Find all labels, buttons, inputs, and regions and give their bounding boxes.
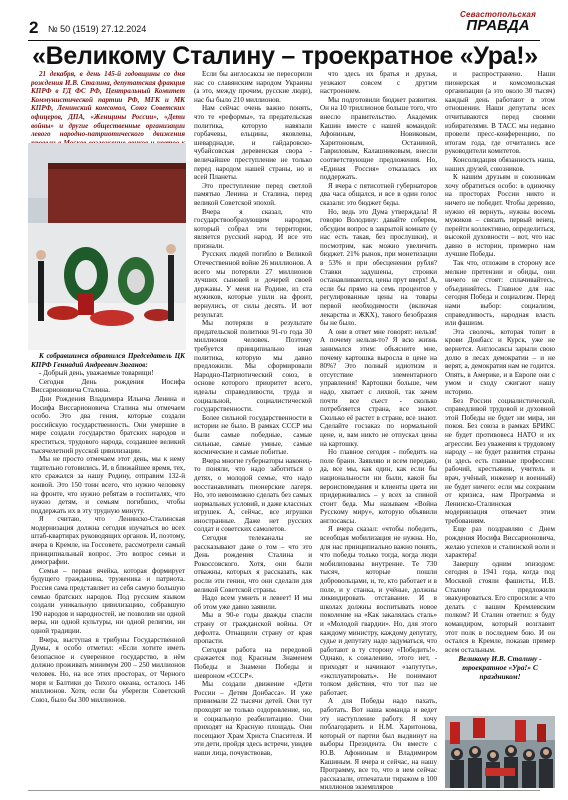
- col4-p8: Завершу одним эпизодом: сегодня в 1941 года, когда под Москвой стояли фашисты, И.В. Сталину предложили эвакуироваться. Его спросили: а что делать с вашим Кремлевским полком? И Сталин ответил: я буду командиром, который возглавит этот полк в последнем бою. И он остался в Кремле, показав пример всем остальным.: [445, 559, 555, 654]
- col4-p4: Так что, отложим в сторону все мелкие претензии и обиды, они ничего не стоят: сплачивайтесь, объединяйтесь. Главное для нас сегодня Победа и социализм. Перед нами выбор: социализм, справедливость, народная власть или фашизм.: [445, 259, 555, 328]
- col3-p3: Я вчера с пятисотней губернаторов два часа общался, и все в один голос сказали: это бюджет беды.: [320, 181, 437, 207]
- lead-paragraph: 21 декабря, в день 145-й годовщины со дня рождения И.В. Сталина, депутатская фракция КПРФ в ГД ФС РФ, Центральный Комитет Коммунистической партии РФ, МГК и МК КПРФ, Ленинский комсомол, Союз Советских офицеров, ДПА, «Женщины России», «Дети войны» и другие общественные организации левого народно-патриотического движения: [31, 70, 185, 139]
- col3-p2: Мы подготовили бюджет развития. Он на 10 триллионов больше того, что внесло правительство. Академик Кашин вместе с нашей командой: Афониным, Новиковым, Харитоновым, Останиной, Гавриловым, Калашниковым, внесли соответствующие предложения. Но, «Единая Россия» отказалась их поддержать.: [320, 95, 437, 182]
- col2-p3: Это преступление перед светлой памятью Ленина и Сталина, перед великой Советской эпохой.: [194, 181, 312, 207]
- wreath-photo: [28, 143, 186, 350]
- column-4: [445, 70, 555, 786]
- footer-rule: [28, 790, 540, 791]
- col2-p13: Мы создали движение «Дети России – Детям Донбасса». И уже принимали 22 тысячи детей. Они тут проходят не только оздоровление, но, и социальную реабилитацию. Они приходят на Красную площадь. Они посещают Храм Христа Спасителя. И эти дети, пройдя здесь встречи, увидев наши лица, почувствовав,: [194, 680, 312, 757]
- col2-p9: Сегодня телеканалы не рассказывают даже о том – что это День рождения Сталина и Рокоссовского. Хотя, они были отважны, которых я рассказать, как росли эти гении, что они сделали для великой Советской страны.: [194, 534, 312, 594]
- masthead-top: Севастопольская: [459, 10, 536, 19]
- column-2: [194, 70, 312, 786]
- col2-p10: Надо всем умнеть и левеет! И мы об этом уже давно заявили.: [194, 594, 312, 611]
- col2-p11: Мы в 90-е годы дважды спасли страну от гражданской войны. От дефолта. Отнащили страну от края пропасти.: [194, 611, 312, 646]
- col2-p1: Если бы англосаксы не пересорили нас со славянским народом Украины (а это, между прочим, русские люди), нас бы было 210 миллионов.: [194, 70, 312, 104]
- col3-p8: А для Победы надо пахать, работать. Вот наша команда и ведет эту наступление работу. Я хочу поблагодарить и Н.М. Харитонова, который от партии был выдвинут на выборы Президента. Он вместе с Ю.В. Афониным и Владимиром Кашиным. Я вчера и сейчас, на нашу Программу, все то, что в нем сейчас рассказали, отпечатали тиражом в 100 миллионов экземпляров: [320, 697, 437, 792]
- col2-p8: Вчера многие губернаторы наконец-то поняли, что надо заботиться о детях, о молодой семье, что надо восстанавливать пионерские лагеря. Но, это невозможно сделать без самых нормальных условий, и даже классных игрушек. А, сейчас, все игрушки иностранные. Даже нет русских солдат и советских самолетов.: [194, 456, 312, 534]
- crowd-photo-image: [445, 716, 555, 788]
- col2-p2: Нам сейчас очень важно понять, что те «реформы», та предательская политика, которую навязали горбачевы, ельцины, яковлевы, шеварднадзе, и гайдаровско-чубайсовская деревенская свора - величайшее преступление не только перед народом нашей страны, но и всей Планеты.: [194, 104, 312, 182]
- lead-block: [31, 70, 185, 142]
- col1-p7: Вчера, выступая в трибуны Государственной Думы, я особо отметил: «Если хотите иметь безопасное и суверенное государство, в нём должно проживать минимум 200 – 250 миллионов человек. Но, на все этих просторах, от Черного моря и Балтики до Тихого океана, осталось 146 миллионов. Хотя, если бы уберегли Советский Союз, было бы 300 миллионов.: [31, 635, 185, 704]
- header-rule: [28, 40, 540, 41]
- col2-p7: Более сильной государственности в истории не было. В рамках СССР мы были самые победные, самые сильные, самые умные, самые космические и самые побитые.: [194, 413, 312, 457]
- wreath-photo-image: [28, 143, 186, 350]
- column-1: [31, 352, 185, 787]
- col3-p4: Но, ведь это Дума утверждала! Я говорю Володину: давайте соберем, обсудим вопрос в закрытой комнате (у нас есть такая, без прослушки), и посмотрим, как можно увеличить бюджет. 21% рынок, при монетизации в 53% и при обесценении рубля? Ставки задушены, строики останавливаются, цены прут вверх! А, если бы прямо на семь процентов у регулированные цены на товары первой необходимости (включая лекарства и ЖКХ), такого безобразия бы не было.: [320, 207, 437, 328]
- col1-p2: Сегодня День рождения Иосифа Виссарионовича Сталина.: [31, 377, 185, 395]
- masthead-logo: [458, 10, 538, 36]
- col1-p6: Семья – первая ячейка, которая формирует будущего гражданина, труженика и патриота. Россия сама представляет из себя самую большую семью братских народов. Под русским языком создали уникальную цивилизацию, собравшую 190 народов и народностей, не позволив ни одной веры, ни одной культуры, ни одной религии, ни одной традиции.: [31, 566, 185, 635]
- column-3: [320, 70, 437, 792]
- masthead-name: ПРАВДА: [466, 17, 530, 34]
- col1-p3: Дни Рождения Владимира Ильича Ленина и Иосифа Виссарионовича Сталина мы отмечаем особо. Это два гения, которые создали российскую государственность. Они умершие в мире создали государство братских народов и креститься, трудового народа, создавшее великий тысячелетний русской цивилизации.: [31, 394, 185, 455]
- col3-p5: А они в ответ мне говорят: нельзя! А почему нельзя-то? Я всю жизнь занимался этим: объясните мне, почему картошка выросла в цене на 80%? Это полный идиотизм и отсутствие элементарного управления! Картошки больше, чем надо, хватает с лихвой, так зачем почти все съест - сколько потребляется страна, все знают. Сколько её растет в стране, все знают. Сделайте госзаказ по нормальной цене, и, вам никто не отпускал цены на картошку.: [320, 327, 437, 448]
- col2-p6: Мы потеряли в результате предательской политики 91-го года 30 миллионов человек. Поэтому требуется принципиально иная политика, которую мы давно предложили. Мы сформировали Народно-Патриотический союз, в основе которого приоритет всего, идеалы справедливости, труда и социальной, социалистической государственности.: [194, 319, 312, 414]
- col1-p4: Мы не просто отмечаем этот день, мы к нему тщательно готовились. И, в ближайшее время, тех, кто сражался за нашу Родину, отправим 132-й конвой. Это 150 тонн всего, что нужно человеку на фронте, что нужно ребятам в госпиталях, что нужно детям, и семьям погибших, чтобы поддержать их в эту трудную минуту.: [31, 455, 185, 515]
- col2-p12: Сегодня работа на передовой сражается под Красным Знаменем Победы и Знамени Победы и шевроном «СССР».: [194, 645, 312, 680]
- col4-p7: Еще раз поздравляю с Днем рождения Иосифа Виссарионовича, желаю успехов и сталинской воли и характера!: [445, 525, 555, 560]
- col4-p5: Эта сволочь, которая топит в крови Донбасс и Курск, уже не вернется. Англосаксы зарыли свою долю в лесах демократии – и не верят, а, демократия нам не годится. Опять, в Америке, и в Европе они с умом и сходу сжигают нашу историю.: [445, 327, 555, 396]
- issue-info: № 50 (1519) 27.12.2024: [48, 24, 147, 34]
- col2-p5: Русских людей погибло в Великой Отечественной войне 26 миллионов. А всего мы потеряли 27 миллионов лучших сыновей и дочерей своей державы. У меня на Родине, из ста мужиков, которые ушли на фронт, вернулись, от силы десять. И вот результат.: [194, 250, 312, 319]
- col4-p3: К нашим друзьям и союзникам хочу обратиться особо: в одиночку на просторах России никто и ничего не победит. Чтобы деревню, нужно ей вернуть, нужны восемь мужиков – связать первый венец, перейти коллективно, определиться, высокой духовности – вот, что нас давно в истории, примерно нам лучшие Победы.: [445, 173, 555, 259]
- col4-p6: Без России социалистической, справедливой трудовой и духовной этой Победы не будет ни мира, ни покоя. Без союза в рамках БРИКС не будет противовеса НАТО и их агрессии. Без уважения к трудовому народу – не будет развития страны (и здесь есть главные профессии: рабочий, крестьянин, учитель и врач, учёный, инженер и военный) не будет ничего: если мы сохраним от кризиса, нам Программа и Ленинско-Сталинская модернизация отвечает этим требованиям.: [445, 396, 555, 525]
- col1-p5: Я считаю, что Ленинско-Сталинская модернизация должна сегодня изучаться во всех штаб-квартирах руководящих органов. И, поэтому, вчера в Кремле, на Госсовете, рассмотрели самый принципиальный вопрос. Это вопрос семьи и демографии.: [31, 515, 185, 567]
- col2-p4: Вчера я сказал, что государствообразующим народом, который собрал эти территории, является русский народ. И все это признали.: [194, 207, 312, 250]
- col3-p1: что здесь их братья и друзья, уезжают совсем с другим настроением.: [320, 70, 437, 96]
- col4-p2: Консолидация обязанность наша, наших друзей, союзников.: [445, 155, 555, 173]
- closing-line: Великому И.В. Сталину - троекратное «Ура!» С праздником!: [458, 654, 542, 682]
- crowd-photo: [445, 716, 555, 788]
- col3-p6: Но главное сегодня - победить на поле брани. Заявляю и всем передаю, да, все мы, как один, как если бы национальности ни были, какой бы вероисповедания и клиенты цвета ни придерживались – у всех за спиной стоит беда. Мы называем «Война Русскому миру», которую объявили англосаксы.: [320, 448, 437, 525]
- col1-p1: - Добрый день, уважаемые товарищи!: [39, 369, 154, 378]
- article-headline: «Великому Сталину – троекратное «Ура!»: [32, 42, 538, 70]
- col4-p1: и распространено. Наши пионерская и комсомольская организации (а это около 30 тысяч) каждый день работают в этом отношении. Наши депутаты всех отчитываются перед своими избирателями. В ТАСС мы недавно провели пресс-конференцию, по итогам года, где отчитались все руководители комитетов.: [445, 70, 555, 156]
- page-number: 2: [29, 18, 39, 37]
- photo-caption: К собравшимся обратился Председатель ЦК КПРФ Геннадий Андреевич Зюганов:: [31, 352, 185, 369]
- col3-p7: Я вчера сказал: «чтобы победить, всеобщая мобилизация не нужна. Но, для нас принципиально важно понять, что победы только тогда, когда люди мобилизованы внутренне. Те 730 тысяч, которые пошли добровольцами, и, те, кто работает и в поле, и у станка, и учёные, должны ликвидировать отставание. И в школах должны воспитывать новое поколение на «Как закалялась сталь» и «Молодой гвардии». Но, для этого каждому министру, каждому депутату, судье и депутату надо задуматься, что работают в ту сторону «Победить!». Однако, к сожалению, этого нет, - приходят и начинают «запутуть», «эксплуатировать». Не понимают толком действия, что тот паз не работает.: [320, 525, 437, 697]
